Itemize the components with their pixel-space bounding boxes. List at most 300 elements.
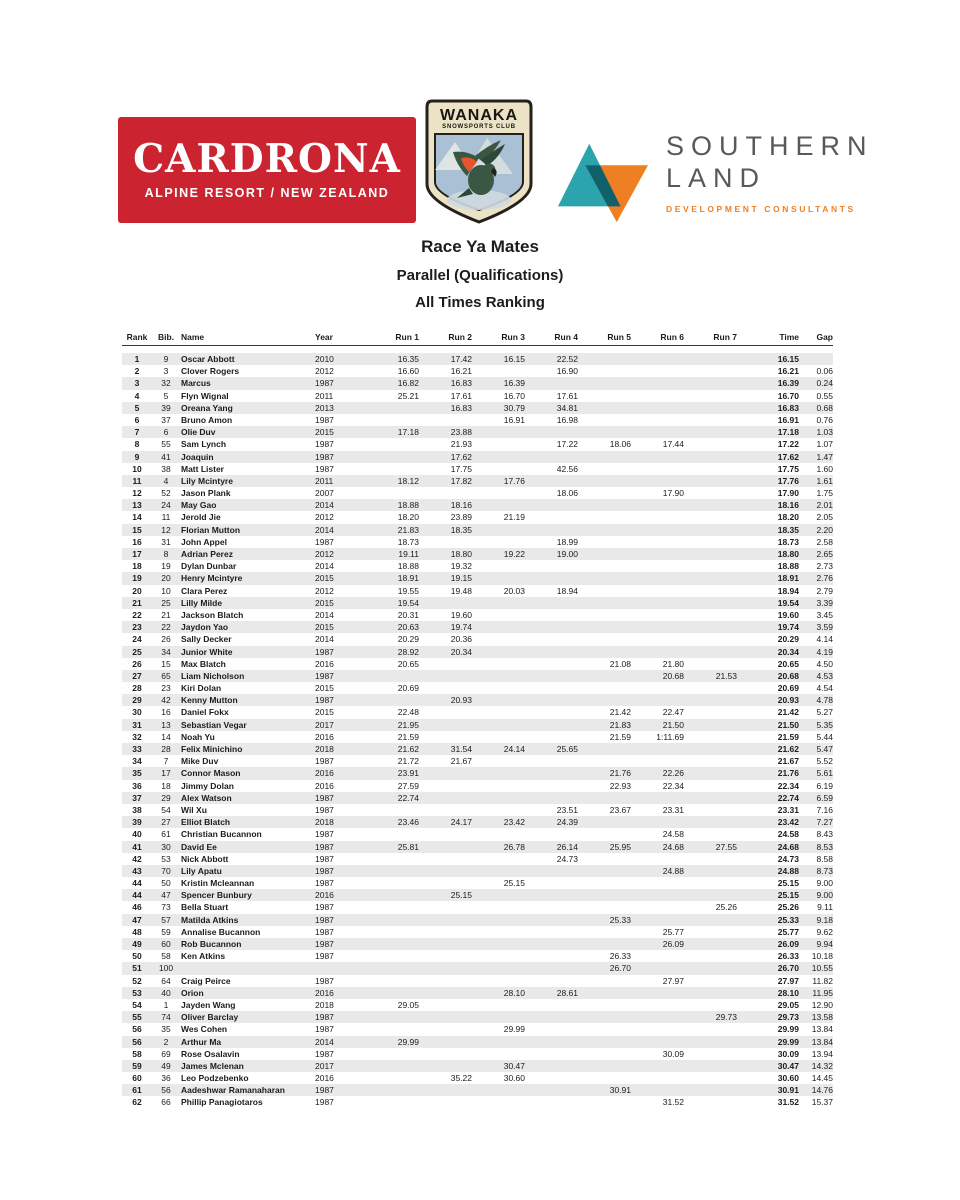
cell-time: 16.21	[777, 366, 799, 377]
cell-bib: 47	[161, 890, 171, 901]
cell-run1	[367, 987, 420, 999]
cell-year: 2010	[315, 354, 334, 364]
cell-year: 2016	[315, 768, 334, 779]
table-row	[122, 621, 833, 633]
cardrona-tagline: ALPINE RESORT / NEW ZEALAND	[144, 186, 390, 200]
cell-rank: 40	[132, 829, 142, 840]
cell-run1	[367, 438, 420, 450]
cell-run4	[526, 451, 579, 463]
cell-gap: 13.84	[811, 1036, 833, 1047]
cell-name: Dylan Dunbar	[181, 561, 237, 572]
table-row	[122, 499, 833, 511]
cell-time: 24.88	[777, 865, 799, 876]
cell-run4: 28.61	[556, 987, 578, 998]
cell-run3	[473, 438, 526, 450]
cell-name: Liam Nicholson	[181, 670, 245, 681]
cell-run1: 18.73	[397, 536, 419, 547]
cell-run4: 16.90	[556, 366, 578, 377]
cell-run4	[526, 1048, 579, 1060]
cell-rank: 8	[134, 439, 140, 450]
cell-gap: 4.53	[816, 670, 833, 681]
cell-run1	[367, 950, 420, 962]
cell-run4	[526, 731, 579, 743]
cell-run3: 23.42	[503, 817, 525, 828]
cell-run5	[579, 1072, 632, 1084]
cell-run4: 19.00	[556, 549, 578, 559]
cell-run2	[420, 938, 473, 950]
cell-run3	[473, 609, 526, 621]
cell-run6	[632, 682, 685, 694]
cell-run4	[526, 767, 579, 779]
cell-run3: 30.47	[503, 1060, 525, 1071]
column-header-bib: Bib.	[157, 332, 175, 342]
cell-run2	[420, 1023, 473, 1035]
cell-bib: 9	[163, 354, 169, 364]
cell-year: 1987	[315, 902, 334, 913]
cell-rank: 58	[132, 1048, 142, 1059]
cell-run6	[632, 1036, 685, 1048]
cell-gap: 14.45	[811, 1073, 833, 1084]
cell-run6	[632, 901, 685, 913]
cell-year: 1987	[315, 951, 334, 962]
snowsports-club-text: SNOWSPORTS CLUB	[442, 124, 516, 130]
cell-run6	[632, 414, 685, 426]
cell-bib: 22	[161, 622, 171, 633]
cell-run4	[526, 511, 579, 523]
table-row	[122, 682, 833, 694]
cell-bib: 73	[161, 902, 171, 913]
cell-run7	[685, 438, 738, 450]
cell-run1: 20.69	[397, 683, 419, 694]
cell-run1: 21.62	[397, 744, 419, 754]
cell-name: Rose Osalavin	[181, 1048, 240, 1059]
cell-run6: 21.80	[662, 658, 684, 669]
cell-run5: 25.95	[609, 841, 631, 852]
cell-run1: 22.74	[397, 792, 419, 803]
table-row	[122, 706, 833, 718]
cell-bib: 32	[161, 378, 171, 389]
cell-time: 18.80	[777, 549, 799, 559]
cell-run5	[579, 755, 632, 767]
cell-name: Matilda Atkins	[181, 914, 239, 925]
cell-run4	[526, 889, 579, 901]
cell-gap	[800, 353, 833, 365]
cell-run1	[367, 451, 420, 463]
cell-rank: 26	[132, 658, 142, 669]
cell-run1	[367, 1023, 420, 1035]
cell-run1	[367, 889, 420, 901]
cell-run3	[473, 731, 526, 743]
table-row	[122, 719, 833, 731]
cell-time: 30.09	[777, 1048, 799, 1059]
wanaka-club-logo	[423, 96, 535, 226]
cell-run5	[579, 499, 632, 511]
cell-run3	[473, 524, 526, 536]
cell-run4	[526, 865, 579, 877]
cell-bib: 61	[161, 829, 171, 840]
cell-run7	[685, 1060, 738, 1072]
cell-gap: 8.58	[816, 853, 833, 864]
cell-run3	[473, 621, 526, 633]
cell-run7	[685, 999, 738, 1011]
cell-gap: 9.18	[816, 914, 833, 925]
table-row	[122, 828, 833, 840]
cell-run7: 21.53	[715, 670, 737, 681]
cell-rank: 27	[132, 670, 142, 681]
cell-time: 20.29	[777, 634, 799, 645]
cell-run3	[473, 670, 526, 682]
cell-time: 22.74	[777, 792, 799, 803]
cell-gap: 2.73	[816, 561, 833, 572]
cell-bib: 64	[161, 975, 171, 986]
cell-time: 16.39	[777, 378, 799, 389]
cell-rank: 59	[132, 1060, 142, 1071]
table-row	[122, 1036, 833, 1048]
cell-run2	[420, 670, 473, 682]
cell-run4: 17.61	[556, 390, 578, 401]
cell-run5	[579, 682, 632, 694]
cell-run4	[526, 670, 579, 682]
cell-name: Oscar Abbott	[181, 354, 235, 364]
cell-time: 27.97	[777, 975, 799, 986]
cell-name: Jimmy Dolan	[181, 780, 234, 791]
cell-bib: 18	[161, 780, 171, 791]
cell-year: 1987	[315, 378, 334, 389]
cell-run6	[632, 499, 685, 511]
cell-time: 17.62	[777, 451, 799, 462]
cell-run4	[526, 1011, 579, 1023]
cell-run6: 25.77	[662, 926, 684, 937]
table-row	[122, 755, 833, 767]
cell-run6	[632, 609, 685, 621]
cell-time: 21.50	[777, 719, 799, 730]
cell-run3	[473, 1096, 526, 1108]
cell-run3	[473, 889, 526, 901]
cell-run7	[685, 743, 738, 755]
cell-name: Jerold Jie	[181, 512, 221, 523]
cell-year: 2015	[315, 573, 334, 584]
table-row	[122, 926, 833, 938]
cell-name: Jackson Blatch	[181, 609, 244, 620]
cell-run6: 24.68	[662, 841, 684, 852]
cell-run2: 16.83	[450, 402, 472, 413]
cell-year: 1987	[315, 865, 334, 876]
cell-year: 1987	[315, 829, 334, 840]
cell-run5: 23.67	[609, 804, 631, 815]
table-row	[122, 804, 833, 816]
cell-time: 21.42	[777, 707, 799, 718]
cell-bib: 74	[161, 1012, 171, 1023]
cell-run5: 21.83	[609, 719, 631, 730]
cell-run1: 21.72	[397, 756, 419, 767]
cell-time: 20.34	[777, 646, 799, 657]
cell-run6	[632, 536, 685, 548]
cell-run1: 18.88	[397, 500, 419, 511]
cell-run3	[473, 633, 526, 645]
cell-name: Leo Podzebenko	[181, 1073, 249, 1084]
cell-name: Kiri Dolan	[181, 683, 222, 694]
cell-run1	[367, 1084, 420, 1096]
cell-name: Ken Atkins	[181, 951, 226, 962]
cell-run1: 16.82	[397, 378, 419, 389]
cell-year: 1987	[315, 451, 334, 462]
cell-run3: 28.10	[503, 987, 525, 998]
table-row	[122, 792, 833, 804]
cell-year: 1987	[315, 536, 334, 547]
cell-run3	[473, 1084, 526, 1096]
cell-year: 1987	[315, 792, 334, 803]
sponsor-logo-row	[0, 0, 960, 235]
cell-run3	[473, 1048, 526, 1060]
table-row	[122, 877, 833, 889]
cell-year: 2015	[315, 597, 334, 608]
cell-name: James Mclenan	[181, 1060, 244, 1071]
cell-run2: 21.93	[450, 439, 472, 450]
cell-run3	[473, 451, 526, 463]
cell-gap: 0.76	[816, 414, 833, 425]
cell-run4: 26.14	[556, 841, 578, 852]
cell-rank: 15	[132, 524, 142, 535]
cell-run6	[632, 377, 685, 389]
cell-run2: 17.82	[450, 475, 472, 486]
table-row	[122, 1048, 833, 1060]
cell-run7	[685, 1084, 738, 1096]
cell-run1	[367, 1060, 420, 1072]
title-block	[0, 237, 960, 311]
cell-run2	[420, 828, 473, 840]
cell-run5	[579, 426, 632, 438]
cell-bib: 2	[163, 1036, 169, 1047]
cell-run7	[685, 621, 738, 633]
cell-time: 19.60	[777, 609, 799, 620]
cell-run2: 25.15	[450, 890, 472, 901]
table-row	[122, 597, 833, 609]
cell-bib: 55	[161, 439, 171, 450]
cell-run3	[473, 658, 526, 670]
cell-run2: 31.54	[450, 744, 472, 754]
cell-year: 2016	[315, 987, 334, 998]
cell-run1	[367, 901, 420, 913]
cell-run3	[473, 975, 526, 987]
cell-name: Jason Plank	[181, 488, 231, 499]
cell-rank: 11	[132, 475, 142, 486]
cell-run2	[420, 999, 473, 1011]
column-header-gap: Gap	[816, 332, 833, 342]
cell-run6	[632, 585, 685, 597]
cell-run7	[685, 755, 738, 767]
cell-run6: 31.52	[662, 1097, 684, 1108]
cell-run3	[473, 487, 526, 499]
cell-run6	[632, 694, 685, 706]
table-row	[122, 463, 833, 475]
discipline-title: Parallel (Qualifications)	[396, 267, 564, 284]
cell-run2	[420, 597, 473, 609]
cell-run7	[685, 926, 738, 938]
cell-run6	[632, 426, 685, 438]
cell-rank: 34	[132, 756, 142, 767]
cell-run7	[685, 1036, 738, 1048]
cell-year: 2016	[315, 1073, 334, 1084]
cell-run3	[473, 926, 526, 938]
cell-name: Flyn Wignal	[181, 390, 229, 401]
cell-run1: 21.95	[397, 719, 419, 730]
table-row	[122, 536, 833, 548]
cell-time: 30.60	[777, 1073, 799, 1084]
cell-year: 1987	[315, 804, 334, 815]
cell-run4: 18.94	[556, 585, 578, 596]
cell-year: 1987	[315, 926, 334, 937]
cell-time: 29.73	[777, 1012, 799, 1023]
table-row	[122, 962, 833, 974]
cell-run1	[367, 1011, 420, 1023]
cell-run3	[473, 694, 526, 706]
cell-run6	[632, 1023, 685, 1035]
cell-run6	[632, 560, 685, 572]
cell-gap: 4.78	[816, 695, 833, 706]
cell-time: 29.05	[777, 999, 799, 1010]
cell-year: 1987	[315, 1097, 334, 1108]
cell-run1	[367, 1048, 420, 1060]
cell-rank: 28	[132, 683, 142, 694]
cell-run5	[579, 828, 632, 840]
cell-run1: 18.91	[397, 573, 419, 584]
cell-run3	[473, 755, 526, 767]
cell-run4	[526, 962, 579, 974]
cell-run5	[579, 390, 632, 402]
cell-gap: 7.27	[816, 817, 833, 828]
cell-year: 2012	[315, 366, 334, 377]
cell-gap: 14.32	[811, 1060, 833, 1071]
cell-run7	[685, 402, 738, 414]
cell-name: Bruno Amon	[181, 414, 233, 425]
cell-name: Noah Yu	[181, 731, 215, 742]
cell-bib: 49	[161, 1060, 171, 1071]
cell-time: 23.31	[777, 804, 799, 815]
cell-bib: 16	[161, 707, 171, 718]
cell-name: Marcus	[181, 378, 211, 389]
cell-rank: 18	[132, 561, 142, 572]
cell-run7	[685, 499, 738, 511]
cell-run2	[420, 414, 473, 426]
cell-run2	[420, 987, 473, 999]
cell-rank: 43	[132, 865, 142, 876]
cell-year: 2015	[315, 707, 334, 718]
table-row	[122, 950, 833, 962]
cell-run7: 29.73	[715, 1012, 737, 1023]
cell-run5: 25.33	[609, 914, 631, 925]
cell-time: 29.99	[777, 1024, 799, 1035]
cell-run5	[579, 670, 632, 682]
cell-time: 18.35	[777, 524, 799, 535]
cell-gap: 8.53	[816, 841, 833, 852]
cell-run1: 20.29	[397, 634, 419, 645]
cardrona-logo	[118, 117, 416, 223]
cell-run4	[526, 426, 579, 438]
table-row	[122, 1060, 833, 1072]
cell-run5	[579, 646, 632, 658]
cell-run4	[526, 719, 579, 731]
table-row	[122, 743, 833, 755]
table-row	[122, 999, 833, 1011]
cell-run3	[473, 828, 526, 840]
cell-run5	[579, 1096, 632, 1108]
southern-wordmark	[666, 131, 874, 214]
cell-run7	[685, 962, 738, 974]
cell-run2: 21.67	[450, 756, 472, 767]
cell-run2	[420, 1011, 473, 1023]
cell-gap: 1.07	[816, 439, 833, 450]
table-row	[122, 767, 833, 779]
cell-bib: 39	[161, 402, 171, 413]
cell-run2	[420, 853, 473, 865]
column-header-run2: Run 2	[448, 332, 472, 342]
cell-run5	[579, 853, 632, 865]
cell-year: 1987	[315, 939, 334, 949]
cell-gap: 4.54	[816, 683, 833, 694]
cell-run5	[579, 365, 632, 377]
cell-year: 2016	[315, 731, 334, 742]
table-row	[122, 487, 833, 499]
cell-run1: 23.46	[397, 817, 419, 828]
cell-rank: 5	[134, 402, 140, 413]
cell-run7	[685, 767, 738, 779]
cell-run6: 1:11.69	[656, 731, 684, 742]
cell-run6	[632, 597, 685, 609]
cell-time: 26.09	[777, 939, 799, 949]
cell-time: 22.34	[777, 780, 799, 791]
cell-run2: 19.60	[450, 609, 472, 620]
cell-run2: 19.15	[450, 573, 472, 584]
cell-run4	[526, 1084, 579, 1096]
cell-time: 24.58	[777, 829, 799, 840]
cell-time: 21.59	[777, 731, 799, 742]
cell-run4	[526, 938, 579, 950]
cell-run2	[420, 719, 473, 731]
cell-run1	[367, 877, 420, 889]
cell-bib: 42	[161, 695, 171, 706]
cell-run3: 30.60	[503, 1073, 525, 1084]
cell-year	[315, 962, 367, 974]
cell-gap: 6.19	[816, 780, 833, 791]
cell-time: 30.91	[777, 1085, 799, 1096]
cell-run7	[685, 585, 738, 597]
cell-run2: 18.16	[450, 500, 472, 511]
table-row	[122, 670, 833, 682]
cell-run1: 16.35	[397, 354, 419, 364]
cell-name: Henry Mcintyre	[181, 573, 243, 584]
column-header-run7: Run 7	[713, 332, 737, 342]
cell-name: Florian Mutton	[181, 524, 241, 535]
cell-name: Lily Apatu	[181, 865, 222, 876]
cell-run4: 22.52	[556, 354, 578, 364]
cell-bib: 29	[161, 792, 171, 803]
cell-rank: 25	[132, 646, 142, 657]
table-row	[122, 1084, 833, 1096]
cell-name: Jaydon Yao	[181, 622, 229, 633]
cell-rank: 44	[132, 878, 142, 889]
cell-run7	[685, 451, 738, 463]
cell-run3	[473, 853, 526, 865]
cell-year: 2018	[315, 817, 334, 828]
cell-bib: 54	[161, 804, 171, 815]
cell-gap: 0.68	[816, 402, 833, 413]
column-header-run4: Run 4	[554, 332, 578, 342]
table-row	[122, 451, 833, 463]
cell-run5	[579, 377, 632, 389]
cell-time: 17.22	[777, 439, 799, 450]
table-row	[122, 841, 833, 853]
cell-name: John Appel	[181, 536, 227, 547]
